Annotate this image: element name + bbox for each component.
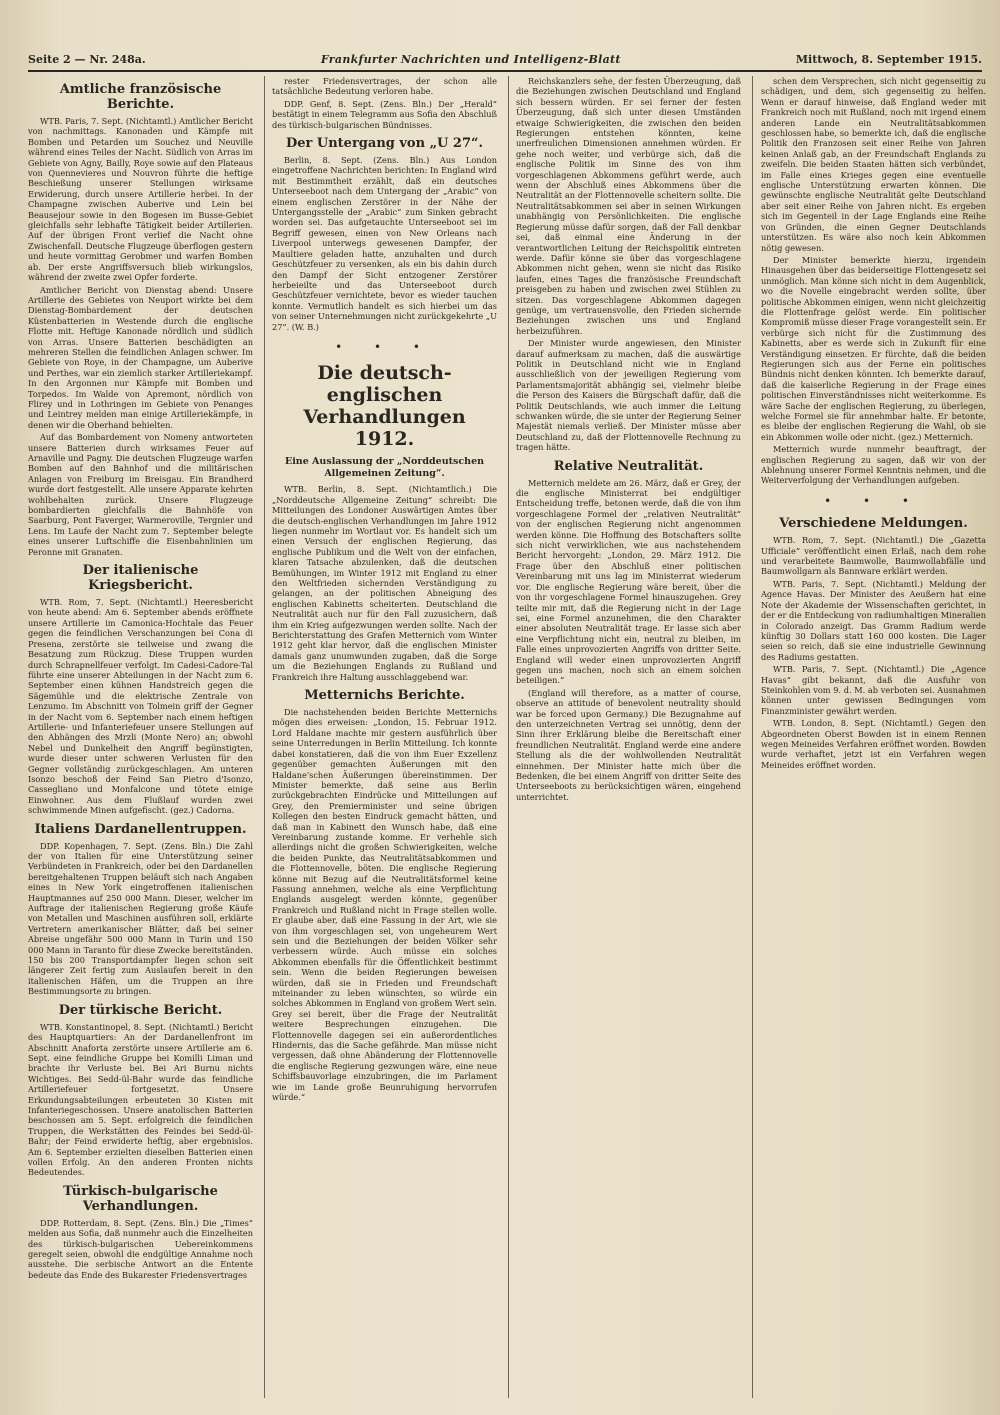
headline-turkish-report: Der türkische Bericht. <box>58 1002 223 1018</box>
headline-u27: Der Untergang von „U 27“. <box>285 136 484 152</box>
article-text: WTB. London, 8. Sept. (Nichtamtl.) Gegen den Abgeordneten Oberst Bowden ist in einem Rennen wegen Meineides Verfahren eröffnet worden. Bowden wurde verhaftet, jetzt ist ein Verfahren wegen Meineides eröffnet worden. <box>761 718 986 770</box>
column-4 <box>761 76 986 1398</box>
article-text: WTB. Rom, 7. Sept. (Nichtamtl.) Heeresbericht von heute abend: Am 6. September abends eröffnete unsere Artillerie im Camonica-Hochtale das Feuer gegen die feindlichen Verschanzungen bei Cona di Presena, zerstörte sie teilweise und zwang die Besatzung zum Rückzug. Diese Truppen wurden durch Schrapnellfeuer verfolgt. Im Cadesi-Cadore-Tal führte eine unserer Abteilungen in der Nacht zum 6. September einen kühnen Handstreich gegen die Sägemühle und die elektrische Zentrale von Lenzumo. Im Abschnitt von Tolmein griff der Gegner in der Nacht vom 6. September nach einem heftigen Artillerie- und Infanteriefeuer unsere Stellungen auf den Abhängen des Mrzli (Monte Nero) an; obwohl Nebel und Dunkelheit den Angriff begünstigten, wurde dieser unter schweren Verlusten für den Gegner vollständig zurückgeschlagen. Am unteren Isonzo beschoß der Feind San Pietro d'Isonzo, Cassegliano und Monfalcone und tötete einige Einwohner. Aus dem Flußlauf wurden zwei schwimmende Minen aufgefischt. (gez.) Cadorna. <box>28 597 253 816</box>
section-ornament: • • • <box>335 339 434 354</box>
column-divider <box>752 76 753 1398</box>
headline-turkish-bulgarian: Türkisch-bulgarische Verhandlungen. <box>63 1183 218 1214</box>
column-1 <box>28 76 253 1398</box>
header-date: Mittwoch, 8. September 1915. <box>795 52 982 66</box>
column-2 <box>272 76 497 1398</box>
article-text: Amtlicher Bericht von Dienstag abend: Unsere Artillerie des Gebietes von Neuport wirkte bei dem Dienstag-Bombardement der deutschen Küstenbatterien in Westende durch die englische Flotte mit. Heftige Kanonade nördlich und südlich von Arras. Unsere Batterien beschädigten an mehreren Stellen die feindlichen Anlagen schwer. Im Gebiete von Roye, in der Champagne, um Auberive und Perthes, war ein ziemlich starker Artilleriekampf. In den Argonnen nur Kämpfe mit Bomben und Torpedos. Im Walde von Apremont, nördlich von Flirey und in Lothringen im Gebiete von Penanges und Leintrey melden man einige Artilleriekämpfe, in denen wir die Oberhand behielten. <box>28 284 253 430</box>
article-text: (England will therefore, as a matter of course, observe an attitude of benevolent neutrality should war be forced upon Germany.) Die Bezugnahme auf den unterzeichneten Vertrag sei unnötig, denn der Sinn ihrer Erklärung bleibe die Bereitschaft einer freundlichen Neutralität. England werde eine andere Stellung als die der wohlwollenden Neutralität einnehmen. Der Minister hatte mich über die Bedenken, die bei einem Angriff von dritter Seite des Unterseeboots zu berücksichtigen wären, eingehend unterrichtet. <box>516 687 741 802</box>
article-text: DDP. Rotterdam, 8. Sept. (Zens. Bln.) Die „Times“ melden aus Sofia, daß nunmehr auch die Einzelheiten des türkisch-bulgarischen Uebereinkommens geregelt seien, obwohl die endgültige Annahme noch ausstehe. Die serbische Antwort an die Entente bedeute das Ende des Bukarester Friedensvertrages <box>28 1217 253 1280</box>
article-text: Metternich wurde nunmehr beauftragt, der englischen Regierung zu sagen, daß wir von der Ablehnung unserer Formel Kenntnis nehmen, und die Weiterverfolgung der Verhandlungen aufgeben. <box>761 444 986 486</box>
page-header <box>28 48 982 72</box>
column-divider <box>508 76 509 1398</box>
column-divider <box>264 76 265 1398</box>
article-text: WTB. Paris, 7. Sept. (Nichtamtl.) Amtlicher Bericht von nachmittags. Kanonaden und Kämpfe mit Bomben und Petarden um Souchez und Neuville während eines Teiles der Nacht. Südlich von Arras im Gebiete von Agny, Bailly, Roye sowie auf den Plateaus von Quennevieres und Nouvron führte die heftige Beschießung unserer Stellungen wirksame Erwiderung, durch unsere Artillerie herbei. In der Champagne zwischen Auberive und Lein bei Beausejour sowie in den Bogesen im Busse-Gebiet gleichfalls sehr lebhafte Tätigkeit beider Artillerien. Auf der übrigen Front verlief die Nacht ohne Zwischenfall. Deutsche Flugzeuge überflogen gestern und heute vormittag Gerobmer und warfen Bomben ab. Der erste Angriffsversuch blieb wirkungslos, während der zweite zwei Opfer forderte. <box>28 116 253 283</box>
headline-relative-neutrality: Relative Neutralität. <box>553 458 704 474</box>
article-text: Auf das Bombardement von Nomeny antworteten unsere Batterien durch wirksames Feuer auf Arnaville und Pagny. Die deutschen Flugzeuge warfen Bomben auf den Bahnhof und die militärischen Anlagen von Freiburg im Breisgau. Ein Brandherd wurde dort festgestellt. Alle unsere Apparate kehrten wohlbehalten zurück. Unsere Flugzeuge bombardierten gleichfalls die Bahnhöfe von Saarburg, Pont Faverger, Warmeroville, Tergnier und Lens. Im Laufe der Nacht zum 7. September belegte eines unserer Luftschiffe die Eisenbahnlinien um Peronne mit Granaten. <box>28 432 253 557</box>
headline-various-reports: Verschiedene Meldungen. <box>779 516 968 532</box>
article-text: Berlin, 8. Sept. (Zens. Bln.) Aus London eingetroffene Nachrichten berichten: In England wird mit Bestimmtheit erzählt, daß ein deutsches Unterseeboot nach dem Untergang der „Arabic“ von einem englischen Zerstörer in der Nähe der Untergangsstelle der „Arabic“ zum Sinken gebracht worden sei. Das aufgetauchte Unterseeboot sei im Begriff gewesen, einen von New Orleans nach Liverpool unterwegs gewesenen Dampfer, der Maultiere geladen hatte, anzuhalten und durch Geschützfeuer zu versenken, als ein bis dahin durch den Dampf der Sicht entzogener Zerstörer herbeieilte und das Unterseeboot durch Geschützfeuer vernichtete, bevor es wieder tauchen konnte. Vermutlich handelt es sich hierbei um das von seiner Unternehmungen nicht zurückgekehrte „U 27“. (W. B.) <box>272 155 497 332</box>
article-text: Reichskanzlers sehe, der festen Überzeugung, daß die Beziehungen zwischen Deutschland und England sich bessern würden. Er sei ferner der festen Überzeugung, daß sich unter diesen Umständen etwaige Schwierigkeiten, die zwischen den beiden Regierungen entstehen könnten, keine unerfreulichen Dimensionen annehmen würden. Er gehe noch weiter, und verbürge sich, daß die englische Politik im Sinne des von ihm vorgeschlagenen Abkommens geführt werde, auch wenn der Abschluß eines Abkommens über die Neutralität an der Flottennovelle scheitern sollte. Die Neutralitätsabkommen sei aber in seinen Wirkungen unabhängig von Persönlichkeiten. Die englische Regierung müsse dafür sorgen, daß der Fall denkbar sei, daß einmal eine Änderung in der verantwortlichen Leitung der Reichspolitik eintreten werde. Dafür könne sie über das vorgeschlagene Abkommen nicht gehen, wenn sie nicht das Risiko laufen, eines Tages die französische Freundschaft preisgeben zu haben und zwischen zwei Stühlen zu sitzen. Das vorgeschlagene Abkommen dagegen genüge, um vertrauensvolle, den Frieden sichernde Beziehungen zwischen uns und England herbeizuführen. <box>516 76 741 336</box>
article-text: WTB. Paris, 7. Sept. (Nichtamtl.) Meldung der Agence Havas. Der Minister des Aeußern hat eine Note der Akademie der Wissenschaften gerichtet, in der er die Entdeckung von radiumhaltigen Mineralien in Colorado anzeigt. Das Gramm Radium werde künftig 30 Dollars statt 160 000 kosten. Die Lager seien so reich, daß sie eine industrielle Gewinnung des Radiums gestatten. <box>761 578 986 662</box>
columns-container <box>28 76 986 1398</box>
headline-dardanellen: Italiens Dardanellentruppen. <box>34 821 247 837</box>
column-3 <box>516 76 741 1398</box>
headline-negotiations-1912: Die deutsch-englischen Verhandlungen 1912. <box>303 362 466 451</box>
article-text: DDP. Genf, 8. Sept. (Zens. Bln.) Der „Herald“ bestätigt in einem Telegramm aus Sofia den Abschluß des türkisch-bulgarischen Bündnisses. <box>272 98 497 130</box>
article-text: WTB. Berlin, 8. Sept. (Nichtamtlich.) Die „Norddeutsche Allgemeine Zeitung“ schreibt: Die Mitteilungen des Londoner Auswärtigen Amtes über die deutsch-englischen Verhandlungen im Jahre 1912 liegen nunmehr im Wortlaut vor. Es handelt sich um einen Versuch der englischen Regierung, das englische Publikum und die Welt von der einfachen, klaren Tatsache abzulenken, daß die deutschen Bemühungen, im Winter 1912 mit England zu einer den Weltfrieden sichernden Verständigung zu gelangen, an der politischen Abneigung des englischen Kabinetts scheiterten. Deutschland die Neutralität auch nur für den Fall zuzusichern, daß ihm ein Krieg aufgezwungen werden sollte. Nach der Berichterstattung des Grafen Metternich vom Winter 1912 geht klar hervor, daß die englischen Minister damals ganz unumwunden zugaben, daß die Sorge um die Beziehungen Englands zu Rußland und Frankreich ihre Haltung ausschlaggebend war. <box>272 484 497 682</box>
article-text: Die nachstehenden beiden Berichte Metternichs mögen dies erweisen: „London, 15. Februar 1912. Lord Haldane machte mir gestern ausführlich über seine Unterredungen in Berlin Mitteilung. Ich konnte dabei konstatieren, daß die von ihm Euer Exzellenz gegenüber gemachten Äußerungen mit den Haldane'schen Äußerungen übereinstimmen. Der Minister bemerkte, daß seine aus Berlin zurückgebrachten Eindrücke und Mitteilungen auf Grey, den Premierminister und seine übrigen Kollegen den besten Eindruck gemacht hätten, und daß man in Kabinett den Wunsch habe, daß eine Vereinbarung zustande komme. Er verhehle sich allerdings nicht die großen Schwierigkeiten, welche die beiden Punkte, das Neutralitätsabkommen und die Flottennovelle, böten. Die englische Regierung könne mit Bezug auf die Neutralitätsformel keine Fassung annehmen, welche als eine Verpflichtung Englands ausgelegt werden könnte, gegenüber Frankreich und Rußland nicht in Frage stellen wolle. Er glaube aber, daß eine Fassung in der Art, wie sie von ihm vorgeschlagen sei, von ungeheurem Wert sein und die Beziehungen der beiden Völker sehr verbessern würde. Auch müsse ein solches Abkommen ebenfalls für die Öffentlichkeit bestimmt sein. Wenn die beiden Regierungen beweisen würden, daß sie in Frieden und Freundschaft miteinander zu leben wünschten, so würde ein solches Abkommen in England von großem Wert sein. Grey sei bereit, über die Frage der Neutralität weitere Besprechungen einzugehen. Die Flottennovelle dagegen sei ein außerordentliches Hindernis, das die Sache gefährde. Man müsse nicht vergessen, daß ohne Abänderung der Flottennovelle die englische Regierung gezwungen wäre, eine neue Schiffsbauvorlage einzubringen, die im Parlament wie im Lande große Beunruhigung hervorrufen würde.“ <box>272 707 497 1103</box>
headline-french-reports: Amtliche französische Berichte. <box>59 82 222 112</box>
article-text: Der Minister wurde angewiesen, den Minister darauf aufmerksam zu machen, daß die auswärtige Politik in Deutschland nicht wie in England ausschließlich von der jeweiligen Regierung vom Parlamentsmajorität abhängig sei, vielmehr bleibe die Person des Kaisers die Bürgschaft dafür, daß die Politik Deutschlands, wie auch immer die Leitung schwanken würde, die sie unter der Regierung Seiner Majestät niemals verließ. Der Minister müsse aber Deutschland zu, daß der Flottennovelle Rechnung zu tragen hätte. <box>516 338 741 453</box>
article-text: schen dem Versprechen, sich nicht gegenseitig zu schädigen, und dem, sich gegenseitig zu helfen. Wenn er darauf hinweise, daß England weder mit Frankreich noch mit Rußland, noch mit irgend einem anderen Lande ein Neutralitätsabkommen geschlossen habe, so bemerkte ich, daß die englische Politik den Franzosen seit einer Reihe von Jahren keinen Anlaß gab, an der Freundschaft Englands zu zweifeln. Die beiden Staaten hätten sich verbündet, im Falle eines Krieges gegen eine eventuelle englische Unterstützung erwarten können. Die gewünschte englische Neutralität gelte Deutschland aber seit einer Reihe von Jahren nicht. Es ergeben sich im Gegenteil in der Lage Englands eine Reihe von Gründen, die einen Gegner Deutschlands unterstützen. Es wäre also noch kein Abkommen nötig gewesen. <box>761 76 986 253</box>
headline-italian-report: Der italienische Kriegsbericht. <box>82 563 199 594</box>
header-newspaper-title: Frankfurter Nachrichten und Intelligenz-Blatt <box>320 52 621 66</box>
article-text: Metternich meldete am 26. März, daß er Grey, der die englische Ministerrat bei endgültiger Entscheidung treffe, betonen werde, daß die von ihm vorgeschlagene Formel der „relativen Neutralität“ von der englischen Regierung nicht angenommen werden könne. Die Hoffnung des Botschafters sollte sich nicht verwirklichen, wie aus nachstehendem Bericht hervorgeht: „London, 29. März 1912. Die Frage über den Abschluß einer politischen Vereinbarung mit uns lag im Ministerrat wiederum vor. Die englische Regierung wäre bereit, über die von ihr vorgeschlagene Formel hinauszugehen. Grey teilte mir mit, daß die Regierung nicht in der Lage sei, eine Formel anzunehmen, die den Charakter einer absoluten Neutralität trage. Er lasse sich aber eine Verpflichtung nicht ein, neutral zu bleiben, im Falle eines unprovozierten Angriffs von dritter Seite. England will weder einen unprovozierten Angriff gegen uns machen, noch sich an einem solchen beteiligen.“ <box>516 477 741 686</box>
article-text: WTB. Rom, 7. Sept. (Nichtamtl.) Die „Gazetta Ufficiale“ veröffentlicht einen Erlaß, nach dem rohe und verarbeitete Baumwolle, Baumwollabfälle und Baumwollgarn als Bannware erklärt werden. <box>761 535 986 577</box>
headline-metternich: Metternichs Berichte. <box>304 688 465 704</box>
section-ornament: • • • <box>824 493 923 508</box>
article-text: rester Friedensvertrages, der schon alle tatsächliche Bedeutung verloren habe. <box>272 76 497 97</box>
header-page-number: Seite 2 — Nr. 248a. <box>28 52 146 66</box>
article-text: DDP. Kopenhagen, 7. Sept. (Zens. Bln.) Die Zahl der von Italien für eine Unterstützung seiner Verbündeten in Frankreich, oder bei den Dardanellen bereitgehaltenen Truppen beläuft sich nach Angaben eines in New York eingetroffenen italienischen Hauptmannes auf 250 000 Mann. Dieser, welcher im Auftrage der italienischen Regierung große Käufe von Metallen und Maschinen ausführen soll, erklärte Vertretern amerikanischer Blätter, daß bei seiner Abreise ungefähr 500 000 Mann in Turin und 150 000 Mann in Taranto für diese Zwecke bereitständen. 150 bis 200 Transportdampfer liegen schon seit längerer Zeit fertig zum Auslaufen bereit in den italienischen Häfen, um die Truppen an ihre Bestimmungsorte zu bringen. <box>28 840 253 997</box>
article-text: WTB. Konstantinopel, 8. Sept. (Nichtamtl.) Bericht des Hauptquartiers: An der Dardanellenfront im Abschnitt Anaforta zerstörte unsere Artillerie am 6. Sept. eine feindliche Gruppe bei Komilli Liman und brachte ihr Verluste bei. Bei Ari Burnu nichts Wichtiges. Bei Sedd-ül-Bahr wurde das feindliche Artilleriefeuer fortgesetzt. Unsere Erkundungsabteilungen erbeuteten 30 Kisten mit Infanteriegeschossen. Unsere anatolischen Batterien beschossen am 5. Sept. erfolgreich die feindlichen Truppen, die Werkstätten des Feindes bei Sedd-ül-Bahr; der Feind erwiderte heftig, aber ergebnislos. Am 6. September erzielten dieselben Batterien einen vollen Erfolg. An den anderen Fronten nichts Bedeutendes. <box>28 1021 253 1178</box>
article-text: Der Minister bemerkte hierzu, irgendein Hinausgehen über das beiderseitige Flottengesetz sei unmöglich. Man könne sich nicht in dem Augenblick, wo die Novelle eingebracht werden sollte, über politische Abkommen einigen, wenn nicht gleichzeitig die Flottenfrage gelöst werde. Ein politischer Kompromiß müsse dieser Frage vorangestellt sein. Er verbürge sich nicht für die Zustimmung des Kabinetts, aber es werde sich in Zukunft für eine Verständigung einsetzen. Er fürchte, daß die beiden Regierungen sich aus der Ferne ein politisches Bündnis nicht denken könnten. Ich bemerkte darauf, daß die kaiserliche Regierung in der Frage eines politischen Einverständnisses nicht weiterkomme. Es wäre Sache der englischen Regierung, zu überlegen, welche Formel sie für annehmbar halte. Er betonte, es bleibe der englischen Regierung die Wahl, ob sie ein Abkommen wolle oder nicht. (gez.) Metternich. <box>761 254 986 442</box>
subheadline-norddeutsche: Eine Auslassung der „Norddeutschen Allgemeinen Zeitung“. <box>284 456 485 480</box>
article-text: WTB. Paris, 7. Sept. (Nichtamtl.) Die „Agence Havas“ gibt bekannt, daß die Ausfuhr von Steinkohlen vom 9. d. M. ab verboten sei. Ausnahmen können unter gewissen Bedingungen vom Finanzminister gewährt werden. <box>761 664 986 716</box>
